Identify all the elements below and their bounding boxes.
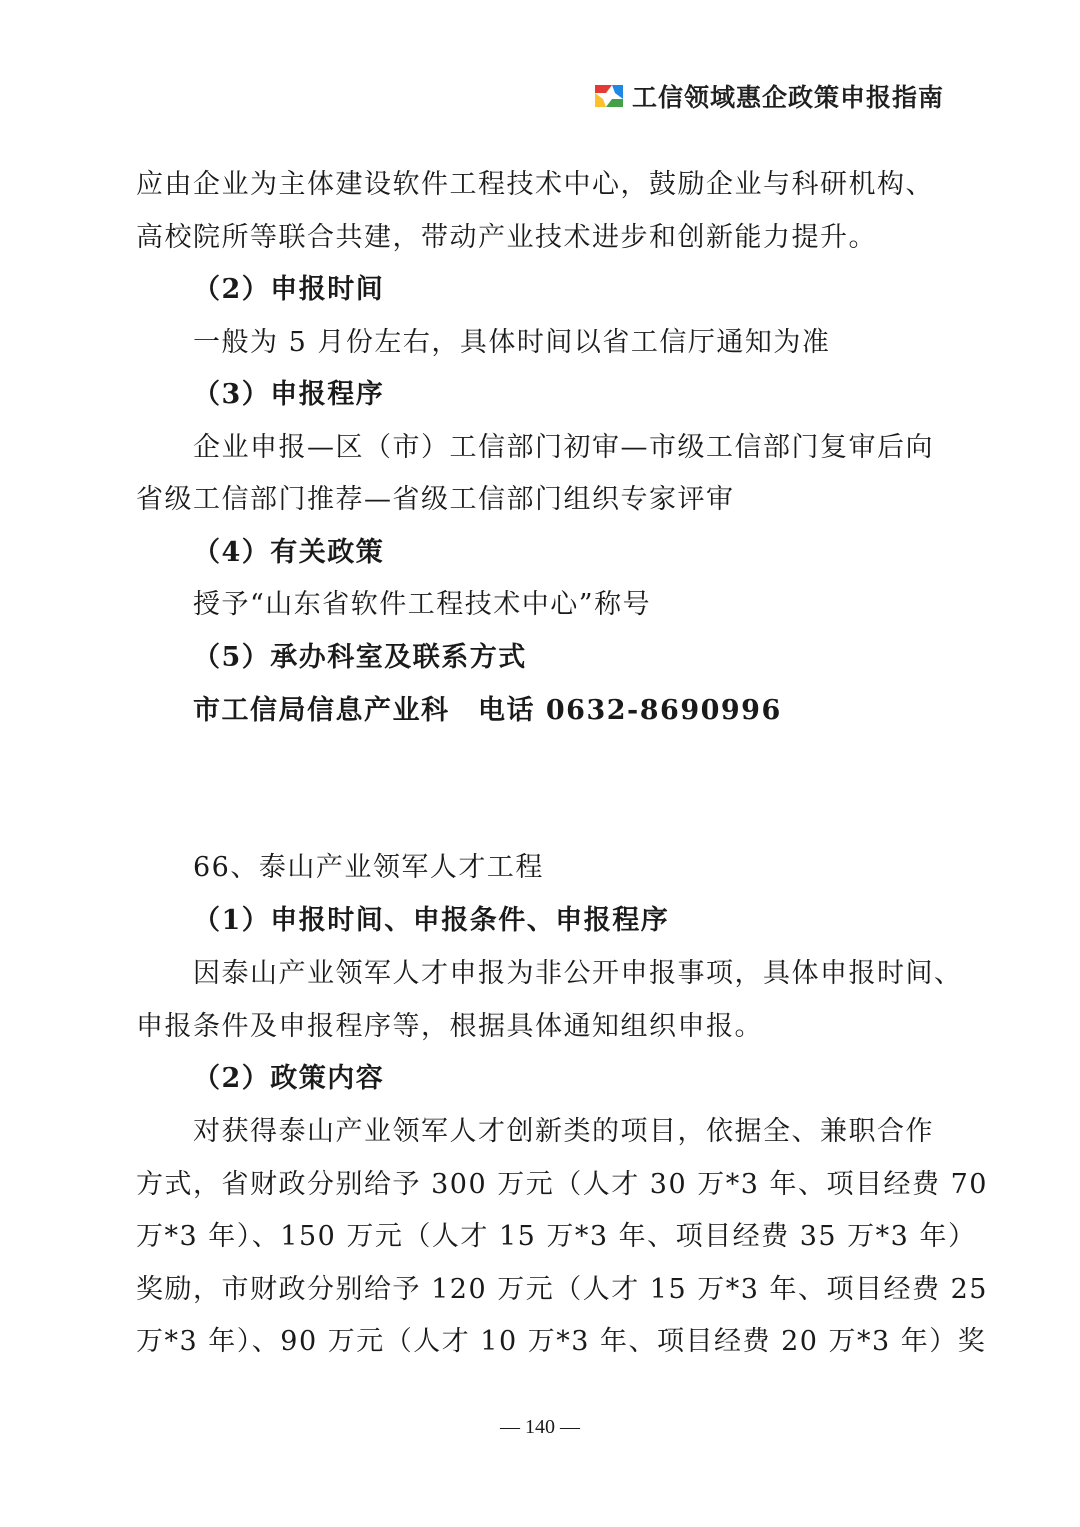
contact-line: 市工信局信息产业科 电话 0632-8690996: [193, 695, 782, 726]
section-heading: （3）申报程序: [193, 379, 385, 410]
paragraph-line: 奖励，市财政分别给予 120 万元（人才 15 万*3 年、项目经费 25: [136, 1274, 988, 1305]
paragraph-line: 万*3 年）、90 万元（人才 10 万*3 年、项目经费 20 万*3 年）奖: [136, 1326, 987, 1357]
section-heading: （5）承办科室及联系方式: [193, 642, 527, 673]
paragraph-line: 企业申报—区（市）工信部门初审—市级工信部门复审后向: [193, 432, 934, 463]
page-header: [592, 76, 944, 116]
paragraph-line: 万*3 年）、150 万元（人才 15 万*3 年、项目经费 35 万*3 年）: [136, 1221, 977, 1252]
section-heading: （4）有关政策: [193, 537, 385, 568]
paragraph-line: 省级工信部门推荐—省级工信部门组织专家评审: [136, 484, 735, 515]
item-title: 66、泰山产业领军人才工程: [193, 852, 544, 883]
paragraph-line: 应由企业为主体建设软件工程技术中心，鼓励企业与科研机构、: [136, 169, 934, 200]
page-number: — 140 —: [500, 1416, 580, 1438]
logo-icon: [592, 79, 626, 113]
section-heading: （1）申报时间、申报条件、申报程序: [193, 905, 670, 936]
paragraph-line: 高校院所等联合共建，带动产业技术进步和创新能力提升。: [136, 222, 877, 253]
section-heading: （2）申报时间: [193, 274, 385, 305]
section-heading: （2）政策内容: [193, 1063, 385, 1094]
paragraph-line: 对获得泰山产业领军人才创新类的项目，依据全、兼职合作: [193, 1116, 934, 1147]
paragraph-line: 授予“山东省软件工程技术中心”称号: [193, 589, 652, 620]
paragraph-line: 方式，省财政分别给予 300 万元（人才 30 万*3 年、项目经费 70: [136, 1169, 988, 1200]
paragraph-line: 一般为 5 月份左右，具体时间以省工信厅通知为准: [193, 327, 831, 358]
paragraph-line: 申报条件及申报程序等，根据具体通知组织申报。: [136, 1011, 763, 1042]
header-title: 工信领域惠企政策申报指南: [631, 83, 944, 112]
paragraph-line: 因泰山产业领军人才申报为非公开申报事项，具体申报时间、: [193, 958, 963, 989]
